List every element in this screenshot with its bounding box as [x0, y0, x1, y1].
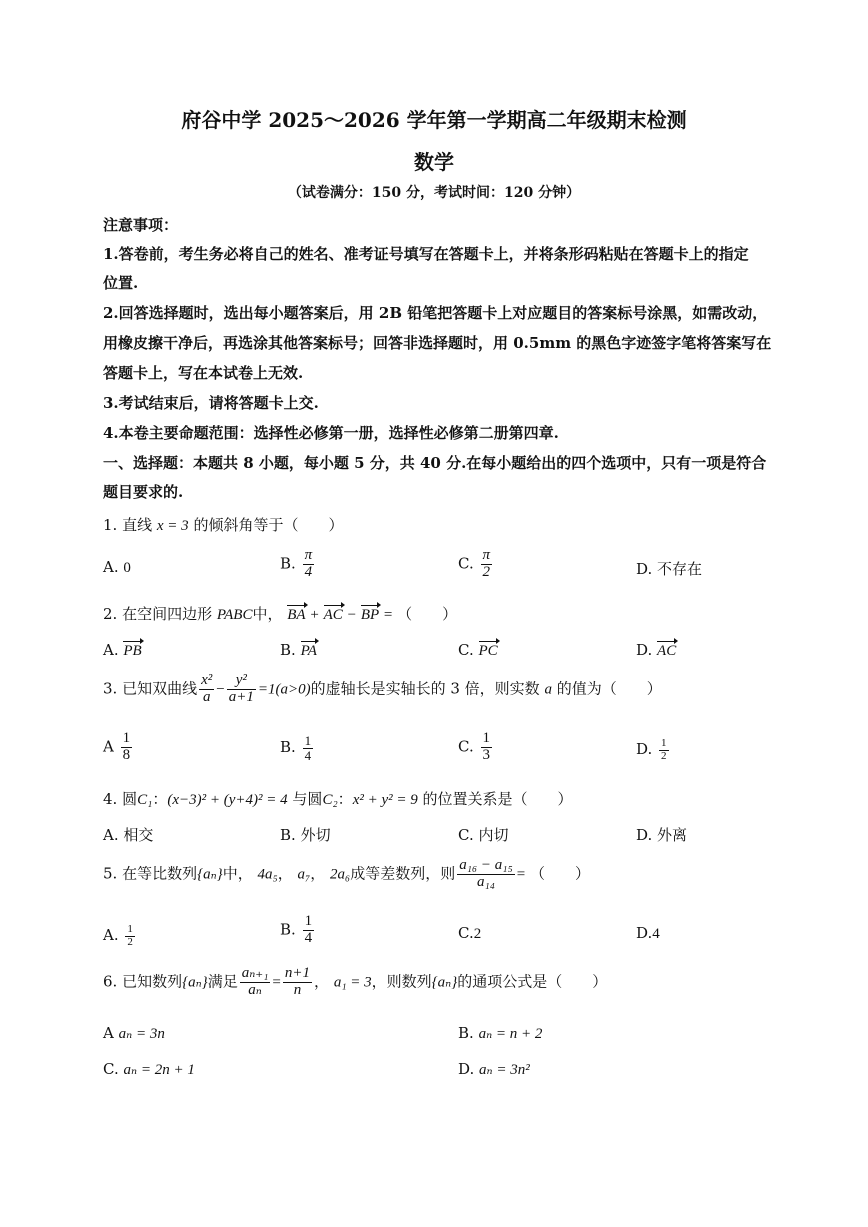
vector: PC	[478, 643, 498, 659]
fraction	[283, 966, 312, 999]
stem-text: 已知数列	[122, 972, 183, 991]
vector: AC	[323, 607, 343, 623]
option-value: 0	[123, 560, 131, 576]
vector: PB	[123, 643, 142, 659]
math-expression: (x−3)² + (y+4)² = 4	[167, 792, 288, 808]
numerator: 1	[127, 923, 133, 935]
option-label: D.	[458, 1060, 475, 1078]
option-value: 外离	[657, 826, 688, 844]
q5-option-b[interactable]	[280, 914, 316, 947]
option-label: C.	[458, 554, 474, 573]
option-label: A.	[103, 641, 119, 659]
math-expression: x² + y² = 9	[352, 792, 418, 808]
fraction	[481, 731, 493, 764]
denominator: 2	[127, 935, 133, 948]
option-label: D.	[636, 560, 653, 578]
question-5-stem	[103, 858, 590, 891]
subject-title: 数学	[414, 150, 454, 174]
q4-option-a[interactable]	[103, 824, 153, 845]
q6-option-a[interactable]	[103, 1024, 165, 1043]
q5-option-c[interactable]	[458, 924, 481, 943]
option-label: C.	[103, 1060, 119, 1078]
note-1-line-2: 位置.	[103, 274, 139, 292]
option-label: C.	[458, 737, 474, 756]
denominator: 4	[304, 747, 312, 763]
option-label: B.	[458, 1024, 474, 1042]
exam-info: （试卷满分：150 分，考试时间：120 分钟）	[287, 185, 581, 201]
option-value: 2	[473, 926, 482, 942]
exam-title: 府谷中学 2025～2026 学年第一学期高二年级期末检测	[181, 108, 687, 132]
stem-text: 已知双曲线	[122, 679, 198, 698]
option-label: A.	[103, 926, 119, 945]
q1-option-d[interactable]	[636, 558, 702, 579]
stem-text: 圆	[122, 790, 138, 808]
stem-text: ，	[310, 864, 326, 883]
math-term: a₇	[297, 866, 311, 883]
fraction	[303, 548, 315, 581]
option-value: 相交	[123, 826, 154, 844]
q1-option-b[interactable]	[280, 548, 316, 581]
numerator: 1	[661, 737, 667, 749]
option-value: 不存在	[657, 560, 703, 578]
question-number: 5.	[103, 864, 118, 883]
q3-option-b[interactable]	[280, 734, 315, 762]
fraction	[125, 924, 135, 948]
q4-option-c[interactable]	[458, 824, 509, 845]
q6-option-d[interactable]	[458, 1060, 530, 1079]
stem-text: （ ）	[529, 864, 590, 883]
stem-text: 与圆	[292, 790, 323, 808]
option-label: A	[103, 1024, 114, 1042]
option-label: D.	[636, 740, 653, 759]
section-heading-line-2: 题目要求的.	[103, 483, 184, 501]
q3-option-c[interactable]	[458, 731, 494, 764]
question-number: 1.	[103, 516, 118, 534]
stem-text: 中，	[222, 864, 253, 883]
denominator: 3	[482, 746, 490, 763]
note-2-line-2: 用橡皮擦干净后，再选涂其他答案标号；回答非选择题时，用 0.5mm 的黑色字迹签字笔将答案写在	[103, 334, 772, 352]
note-4: 4.本卷主要命题范围：选择性必修第一册，选择性必修第二册第四章.	[103, 424, 559, 442]
stem-text: 满足	[207, 972, 238, 991]
stem-text: （ ）	[397, 605, 458, 623]
option-value: aₙ = 2n + 1	[123, 1062, 195, 1078]
math-expression: {aₙ}	[431, 974, 458, 991]
vector: PA	[300, 643, 317, 659]
numerator: π	[304, 547, 313, 563]
option-label: B.	[280, 826, 296, 844]
vector: AC	[657, 643, 677, 659]
math-term: 2a₆	[330, 866, 351, 883]
operator: =	[383, 607, 393, 623]
option-value: aₙ = 3n	[118, 1026, 165, 1042]
fraction	[240, 966, 271, 999]
math-expression: =1(a>0)	[257, 681, 311, 698]
option-label: A	[103, 737, 114, 756]
denominator: 2	[482, 563, 490, 580]
section-heading-line-1: 一、选择题：本题共 8 小题，每小题 5 分，共 40 分.在每小题给出的四个选项中，只有一项是符合	[103, 454, 767, 472]
numerator: y²	[227, 673, 256, 690]
fraction	[303, 734, 314, 762]
q3-option-a[interactable]	[103, 731, 134, 764]
option-value: aₙ = 3n²	[479, 1062, 530, 1078]
fraction	[303, 914, 315, 947]
option-label: C.	[458, 924, 474, 942]
fraction	[121, 731, 133, 764]
math-expression: x = 3	[156, 518, 189, 534]
stem-text: ：	[152, 790, 168, 808]
q2-option-a[interactable]	[103, 641, 142, 660]
stem-text: ：	[337, 790, 353, 808]
q5-option-a[interactable]	[103, 924, 137, 948]
notes-heading: 注意事项：	[103, 216, 179, 234]
math-expression: PABC	[216, 607, 253, 623]
fraction	[481, 548, 493, 581]
stem-text: 的倾斜角等于（ ）	[193, 516, 344, 534]
q1-option-a[interactable]	[103, 558, 131, 577]
vector: BP	[360, 607, 380, 623]
option-label: C.	[458, 826, 474, 844]
q2-option-d[interactable]	[636, 641, 676, 660]
fraction	[457, 858, 514, 891]
stem-text: 的虚轴长是实轴长的 3 倍，则实数	[310, 679, 540, 698]
numerator: a₁₆ − a₁₅	[459, 857, 513, 873]
option-label: B.	[280, 738, 296, 757]
operator: −	[347, 607, 357, 623]
q4-option-b[interactable]	[280, 824, 331, 845]
option-label: B.	[280, 554, 296, 573]
math-variable: a	[544, 681, 552, 698]
math-variable: C₁	[137, 792, 153, 808]
denominator: a	[202, 688, 211, 705]
question-3-stem	[103, 673, 662, 706]
denominator: n	[293, 981, 302, 998]
fraction	[199, 673, 214, 706]
option-label: D.	[636, 641, 653, 659]
fraction	[227, 673, 256, 706]
option-value: aₙ = n + 2	[478, 1026, 543, 1042]
numerator: x²	[201, 672, 213, 688]
math-expression: {aₙ}	[182, 974, 208, 991]
stem-text: ，	[314, 972, 330, 991]
math-variable: C₂	[322, 792, 338, 808]
question-4-stem	[103, 788, 573, 809]
operator: −	[216, 681, 225, 698]
q1-option-c[interactable]	[458, 548, 494, 581]
vector: BA	[287, 607, 306, 623]
q2-option-b[interactable]	[280, 641, 317, 660]
stem-text: 成等差数列，则	[350, 864, 456, 883]
denominator: a+1	[228, 688, 254, 705]
fraction	[659, 738, 669, 762]
option-label: D.	[636, 826, 653, 844]
q2-option-c[interactable]	[458, 641, 498, 660]
question-6-stem	[103, 966, 607, 999]
option-value: 外切	[300, 826, 331, 844]
stem-text: ，则数列	[371, 972, 432, 991]
option-label: A.	[103, 558, 119, 576]
option-value: 内切	[478, 826, 509, 844]
math-expression: {aₙ}	[197, 866, 223, 883]
option-label: B.	[280, 920, 296, 939]
operator: +	[310, 607, 319, 623]
stem-text: 在空间四边形	[122, 605, 213, 623]
operator: =	[516, 866, 526, 883]
denominator: 2	[661, 749, 667, 762]
stem-text: 中，	[252, 605, 283, 623]
numerator: 1	[304, 913, 313, 929]
operator: =	[272, 974, 281, 991]
numerator: 1	[304, 733, 312, 748]
option-label: A.	[103, 826, 119, 844]
numerator: aₙ₊₁	[241, 965, 269, 981]
stem-text: 直线	[122, 516, 153, 534]
denominator: aₙ	[248, 981, 262, 998]
question-number: 2.	[103, 605, 118, 623]
denominator: 4	[304, 563, 313, 580]
stem-text: ，	[277, 864, 293, 883]
math-expression: a₁ = 3	[333, 974, 372, 991]
option-value: 4	[652, 926, 660, 942]
question-number: 3.	[103, 679, 118, 698]
note-2-line-1: 2.回答选择题时，选出每小题答案后，用 2B 铅笔把答题卡上对应题目的答案标号涂黑，如需改动，	[103, 304, 768, 322]
numerator: 1	[482, 730, 490, 746]
stem-text: 的位置关系是（ ）	[422, 790, 573, 808]
math-term: 4a₅	[257, 866, 278, 883]
option-label: B.	[280, 641, 296, 659]
question-1-stem	[103, 514, 343, 535]
question-number: 4.	[103, 790, 118, 808]
numerator: n+1	[284, 965, 311, 981]
note-3: 3.考试结束后，请将答题卡上交.	[103, 394, 319, 412]
question-number: 6.	[103, 972, 118, 991]
stem-text: 的通项公式是（ ）	[457, 972, 608, 991]
option-label: D.	[636, 924, 653, 942]
question-2-stem	[103, 603, 457, 624]
note-1-line-1: 1.答卷前，考生务必将自己的姓名、准考证号填写在答题卡上，并将条形码粘贴在答题卡上的指定	[103, 245, 749, 263]
q4-option-d[interactable]	[636, 824, 687, 845]
stem-text: 在等比数列	[122, 864, 198, 883]
denominator: a₁₄	[477, 873, 495, 890]
q3-option-d[interactable]	[636, 738, 671, 762]
denominator: 8	[122, 746, 131, 763]
numerator: π	[482, 547, 491, 563]
stem-text: 的值为（ ）	[556, 679, 662, 698]
denominator: 4	[304, 929, 313, 946]
q6-option-c[interactable]	[103, 1060, 195, 1079]
option-label: C.	[458, 641, 474, 659]
numerator: 1	[122, 730, 131, 746]
note-2-line-3: 答题卡上，写在本试卷上无效.	[103, 364, 304, 382]
q5-option-d[interactable]	[636, 924, 660, 943]
q6-option-b[interactable]	[458, 1024, 542, 1043]
